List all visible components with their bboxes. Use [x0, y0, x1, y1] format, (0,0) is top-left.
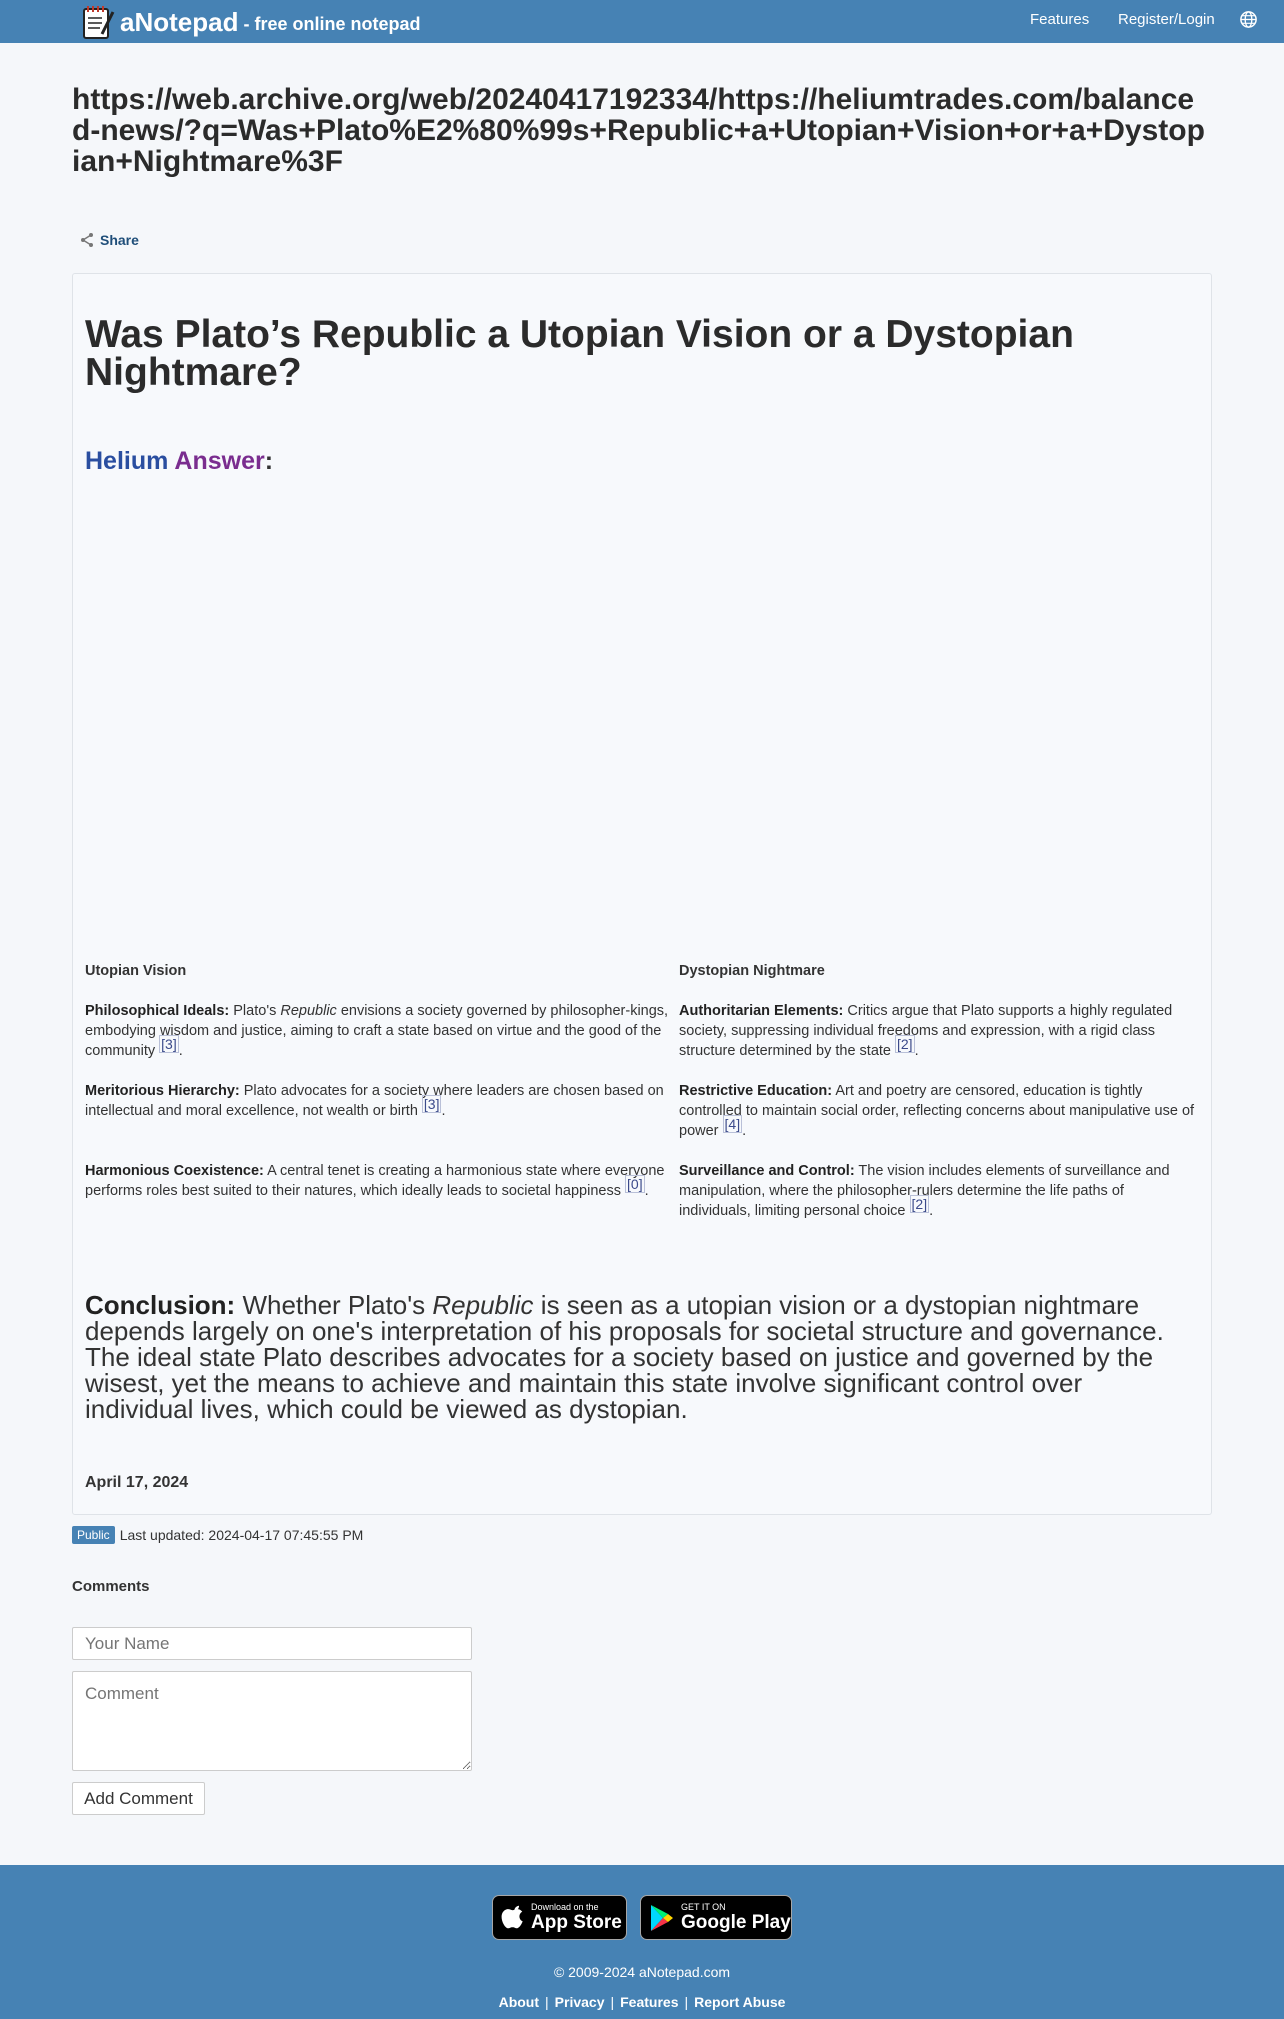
- helium-word: Helium: [85, 447, 169, 475]
- item-label: Philosophical Ideals:: [85, 1003, 230, 1019]
- colon: :: [264, 447, 274, 475]
- list-item: [679, 1161, 1199, 1221]
- footer-links: [0, 1994, 1284, 2010]
- add-comment-button[interactable]: Add Comment: [72, 1782, 205, 1815]
- conclusion-text: Whether Plato's: [235, 1290, 433, 1320]
- app-store-button[interactable]: [492, 1895, 627, 1940]
- item-end: .: [644, 1183, 649, 1199]
- list-item: [85, 1081, 670, 1141]
- item-text: Plato's: [229, 1003, 281, 1019]
- comments-heading: Comments: [72, 1578, 150, 1595]
- apple-icon: [501, 1904, 525, 1932]
- answer-word: Answer: [174, 447, 265, 475]
- article-date: April 17, 2024: [85, 1474, 189, 1491]
- nav-register-login-link[interactable]: Register/Login: [1118, 11, 1215, 28]
- item-text: envisions a society governed by philosopher-kings, embodying wisdom and justice, aiming to craft a state based on virtue and the good of the community: [85, 1003, 669, 1059]
- citation-link[interactable]: [2]: [897, 1036, 913, 1052]
- note-title: https://web.archive.org/web/20240417192334/https://heliumtrades.com/balanced-news/?q=Was+Plato%E2%80%99s+Republic+a+Utopian+Vision+or+a+Dystopian+Nightmare%3F: [72, 83, 1205, 178]
- list-item: [679, 1001, 1199, 1061]
- brand-name: aNotepad: [120, 6, 239, 37]
- last-updated: Last updated: 2024-04-17 07:45:55 PM: [119, 1527, 364, 1543]
- utopian-heading: Utopian Vision: [85, 963, 187, 979]
- list-item: [85, 1161, 670, 1221]
- item-text: A central tenet is creating a harmonious state where everyone performs roles best suited to their natures, which ideally leads to societal happiness: [85, 1163, 665, 1199]
- citation-link[interactable]: [4]: [724, 1116, 741, 1132]
- item-label: Authoritarian Elements:: [679, 1003, 844, 1019]
- citation-link[interactable]: [0]: [627, 1176, 643, 1192]
- footer-link-about[interactable]: About: [498, 1994, 540, 2010]
- google-play-icon: [649, 1904, 675, 1932]
- conclusion-text: is seen as a utopian vision or a dystopian nightmare depends largely on one's interpretation of his proposals for societal structure and governance. The ideal state Plato describes advocates for a society based on justice and governed by the wisest, yet the means to achieve and maintain this state involve significant control over individual lives, which could be viewed as dystopian.: [85, 1290, 1164, 1424]
- copyright: © 2009-2024 aNotepad.com: [553, 1964, 731, 1980]
- nav-features-link[interactable]: Features: [1030, 11, 1090, 28]
- item-end: .: [914, 1043, 919, 1059]
- google-play-button[interactable]: [640, 1895, 792, 1940]
- share-button[interactable]: [79, 232, 139, 248]
- item-text: Critics argue that Plato supports a highly regulated society, suppressing individual freedoms and expression, with a rigid class structure determined by the state: [679, 1003, 1173, 1059]
- appstore-big-text: App Store: [531, 1911, 622, 1933]
- list-item: [679, 1081, 1199, 1141]
- divider: |: [684, 1994, 689, 2010]
- item-text: Art and poetry are censored, education is tightly controlled to maintain social order, reflecting concerns about manipulative use of power: [679, 1083, 1195, 1139]
- conclusion-paragraph: [85, 1292, 1195, 1422]
- helium-answer-heading: [85, 447, 273, 476]
- brand-link[interactable]: [80, 4, 420, 40]
- notepad-logo-icon: [80, 4, 116, 40]
- brand-tagline: - free online notepad: [243, 13, 421, 34]
- globe-icon[interactable]: [1239, 10, 1258, 29]
- share-label: Share: [100, 232, 139, 248]
- item-end: .: [742, 1123, 747, 1139]
- public-badge: Public: [72, 1526, 115, 1544]
- conclusion-emphasis: Republic: [432, 1290, 534, 1320]
- divider: |: [545, 1994, 549, 2010]
- citation-link[interactable]: [3]: [161, 1036, 177, 1052]
- item-text: Plato advocates for a society where leaders are chosen based on intellectual and moral excellence, not wealth or birth: [85, 1083, 664, 1119]
- appstore-small-text: Download on the: [531, 1901, 599, 1912]
- divider: |: [610, 1994, 615, 2010]
- footer-link-features[interactable]: Features: [620, 1994, 679, 2010]
- item-end: .: [929, 1203, 934, 1219]
- share-icon: [79, 232, 95, 248]
- item-emphasis: Republic: [280, 1003, 337, 1019]
- dystopian-column: [679, 961, 1199, 1241]
- googleplay-small-text: GET IT ON: [681, 1901, 726, 1912]
- footer-link-privacy[interactable]: Privacy: [554, 1994, 605, 2010]
- list-item: [85, 1001, 670, 1061]
- item-text: The vision includes elements of surveillance and manipulation, where the philosopher-rulers determine the life paths of individuals, limiting personal choice: [679, 1163, 1170, 1219]
- citation-link[interactable]: [3]: [423, 1096, 440, 1112]
- googleplay-big-text: Google Play: [681, 1911, 791, 1933]
- top-navbar: [0, 0, 1284, 43]
- footer-link-report-abuse[interactable]: Report Abuse: [694, 1994, 786, 2010]
- note-content-card: [72, 273, 1212, 1515]
- item-label: Meritorious Hierarchy:: [85, 1083, 240, 1099]
- item-end: .: [178, 1043, 183, 1059]
- name-input[interactable]: [72, 1627, 472, 1660]
- item-label: Restrictive Education:: [679, 1083, 833, 1099]
- utopian-column: [85, 961, 670, 1241]
- conclusion-label: Conclusion:: [85, 1290, 236, 1320]
- dystopian-heading: Dystopian Nightmare: [679, 963, 825, 979]
- item-label: Harmonious Coexistence:: [85, 1163, 264, 1179]
- comment-textarea[interactable]: [72, 1671, 472, 1771]
- item-label: Surveillance and Control:: [679, 1163, 855, 1179]
- item-end: .: [441, 1103, 446, 1119]
- footer: [0, 1865, 1284, 2019]
- article-title: Was Plato’s Republic a Utopian Vision or a Dystopian Nightmare?: [85, 313, 1074, 394]
- note-meta: [72, 1526, 363, 1544]
- citation-link[interactable]: [2]: [911, 1196, 928, 1212]
